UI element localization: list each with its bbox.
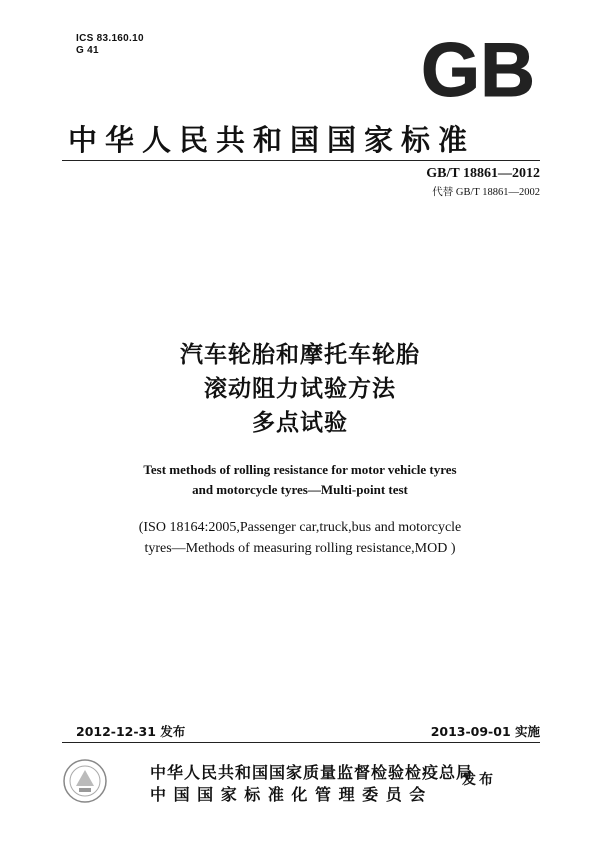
org-title: 中华人民共和国国家标准 <box>68 123 476 157</box>
cn-title-line3: 多点试验 <box>252 410 348 436</box>
implement-date: 2013-09-01 实施 <box>430 724 540 739</box>
replaces-note: 代替 GB/T 18861—2002 <box>432 187 540 198</box>
en-title-line1: Test methods of rolling resistance for motor vehicle tyres <box>143 462 457 477</box>
iso-reference-line1: (ISO 18164:2005,Passenger car,truck,bus and motorcycle <box>138 520 462 535</box>
ics-code: ICS 83.160.10 <box>76 33 144 44</box>
gb-logo-text: GB <box>421 34 535 104</box>
issuer-line2: 中 国 国 家 标 准 化 管 理 委 员 会 <box>150 785 427 804</box>
issuer-line1: 中华人民共和国国家质量监督检验检疫总局 <box>150 763 474 782</box>
issue-word: 发布 <box>462 772 496 788</box>
header-rule <box>62 160 540 161</box>
gb-logo <box>420 34 536 104</box>
official-seal-icon <box>62 758 108 804</box>
iso-reference-line2: tyres—Methods of measuring rolling resistance,MOD ) <box>144 541 456 556</box>
publish-date: 2012-12-31 发布 <box>76 724 186 739</box>
en-title-line2: and motorcycle tyres—Multi-point test <box>192 482 408 497</box>
cn-title-line1: 汽车轮胎和摩托车轮胎 <box>180 342 420 368</box>
ics-code-block <box>76 33 144 57</box>
footer-rule <box>62 742 540 743</box>
class-code: G 41 <box>76 45 99 56</box>
cn-title-line2: 滚动阻力试验方法 <box>204 376 396 402</box>
standard-number: GB/T 18861—2012 <box>426 166 540 181</box>
